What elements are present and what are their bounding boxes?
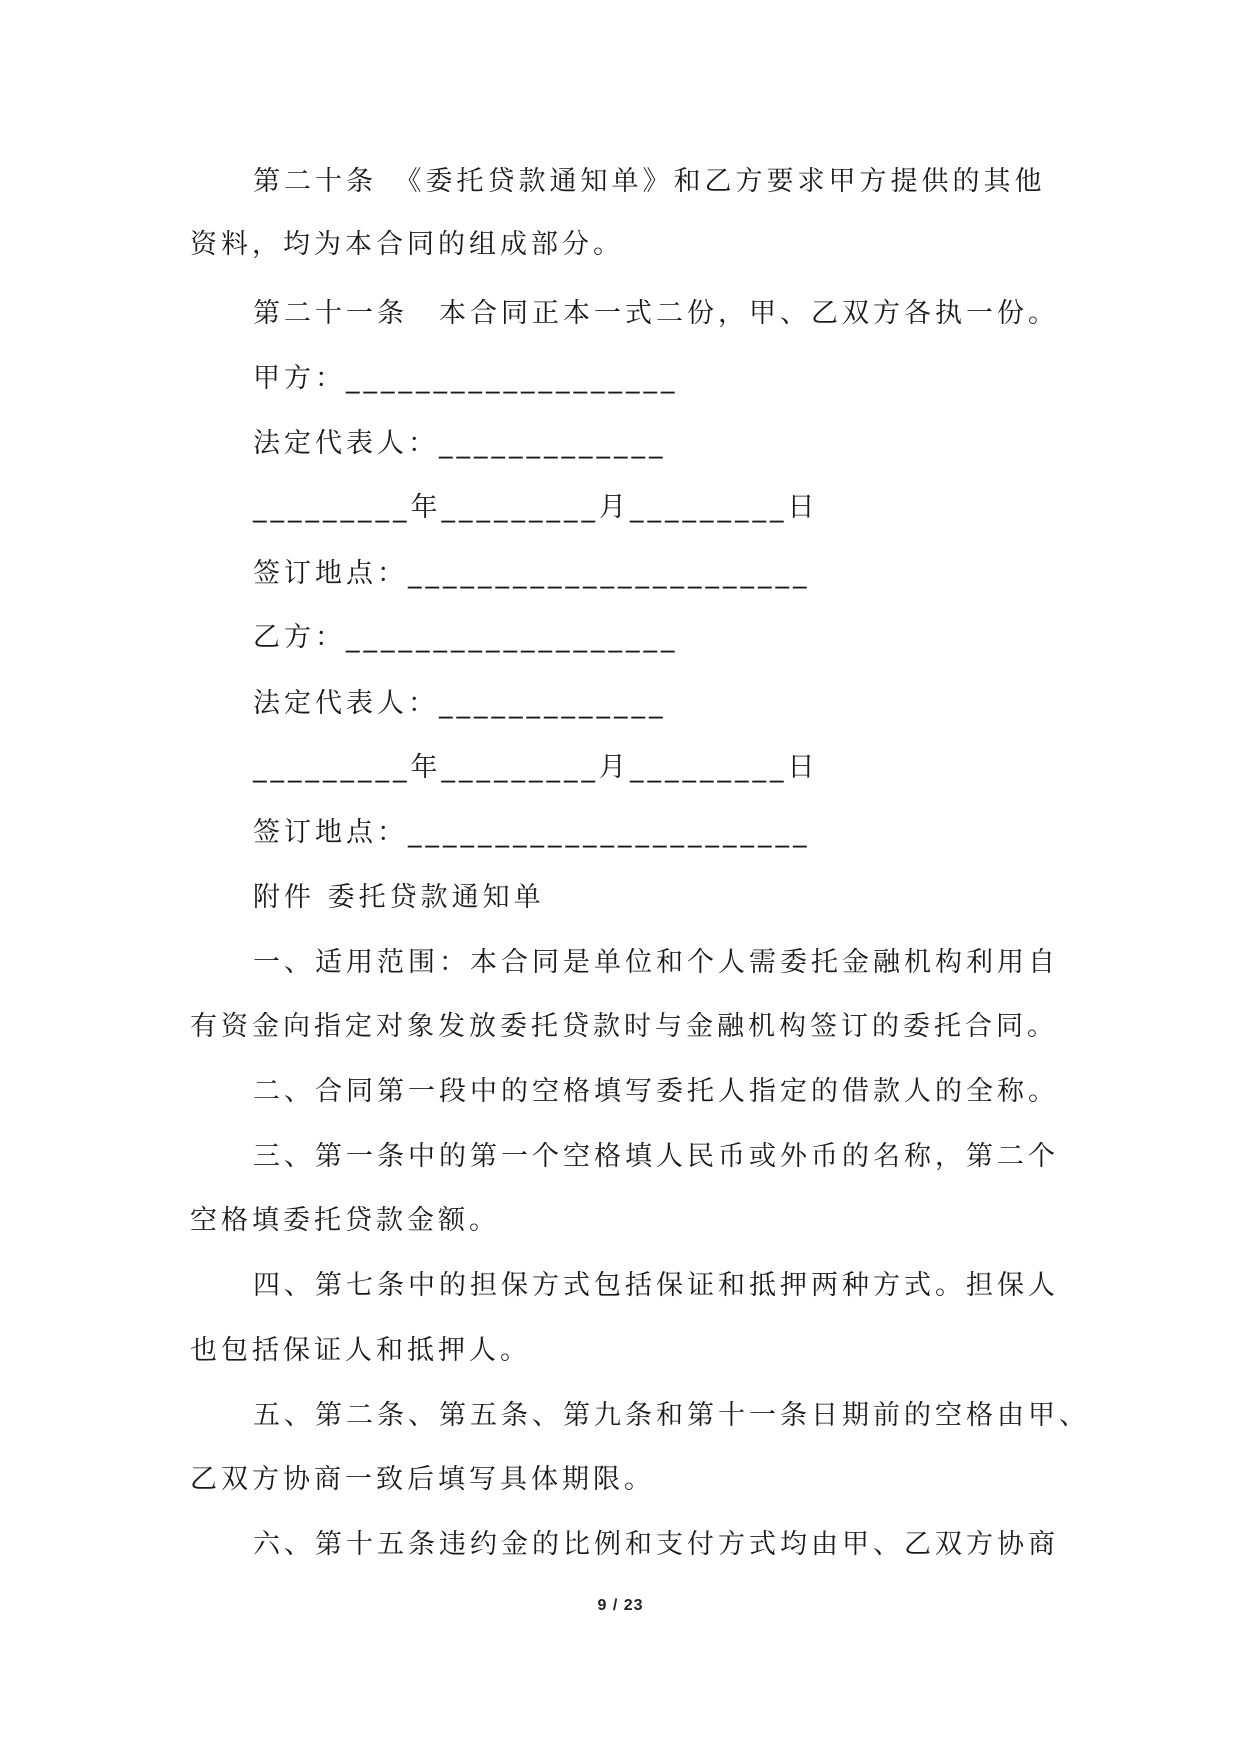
note-3-line-2: 空格填委托贷款金额。 — [190, 1205, 500, 1236]
note-1-line-1: 一、适用范围：本合同是单位和个人需委托金融机构利用自 — [253, 947, 1059, 978]
article-21: 第二十一条 本合同正本一式二份，甲、乙双方各执一份。 — [253, 298, 1059, 329]
note-4-line-2: 也包括保证人和抵押人。 — [190, 1335, 531, 1366]
page-number: 9 / 23 — [597, 1597, 644, 1614]
party-a-representative-field: 法定代表人：_____________ — [253, 428, 667, 459]
note-1-line-2: 有资金向指定对象发放委托贷款时与金融机构签订的委托合同。 — [190, 1011, 1058, 1042]
note-2: 二、合同第一段中的空格填写委托人指定的借款人的全称。 — [253, 1076, 1059, 1107]
note-5-line-1: 五、第二条、第五条、第九条和第十一条日期前的空格由甲、 — [253, 1400, 1090, 1431]
party-b-signing-place-field: 签订地点：_______________________ — [253, 817, 811, 848]
note-5-line-2: 乙双方协商一致后填写具体期限。 — [190, 1464, 655, 1495]
note-6-line-1: 六、第十五条违约金的比例和支付方式均由甲、乙双方协商 — [253, 1529, 1059, 1560]
article-20-line-1: 第二十条 《委托贷款通知单》和乙方要求甲方提供的其他 — [253, 166, 1046, 197]
party-a-field: 甲方：___________________ — [253, 363, 679, 394]
party-b-date-field: _________年_________月_________日 — [253, 752, 819, 783]
attachment-heading: 附件 委托贷款通知单 — [253, 882, 545, 913]
party-b-field: 乙方：___________________ — [253, 622, 679, 653]
party-b-representative-field: 法定代表人：_____________ — [253, 688, 667, 719]
party-a-date-field: _________年_________月_________日 — [253, 492, 819, 523]
note-4-line-1: 四、第七条中的担保方式包括保证和抵押两种方式。担保人 — [253, 1270, 1059, 1301]
party-a-signing-place-field: 签订地点：_______________________ — [253, 558, 811, 589]
article-20-line-2: 资料，均为本合同的组成部分。 — [190, 229, 624, 260]
note-3-line-1: 三、第一条中的第一个空格填人民币或外币的名称，第二个 — [253, 1141, 1059, 1172]
